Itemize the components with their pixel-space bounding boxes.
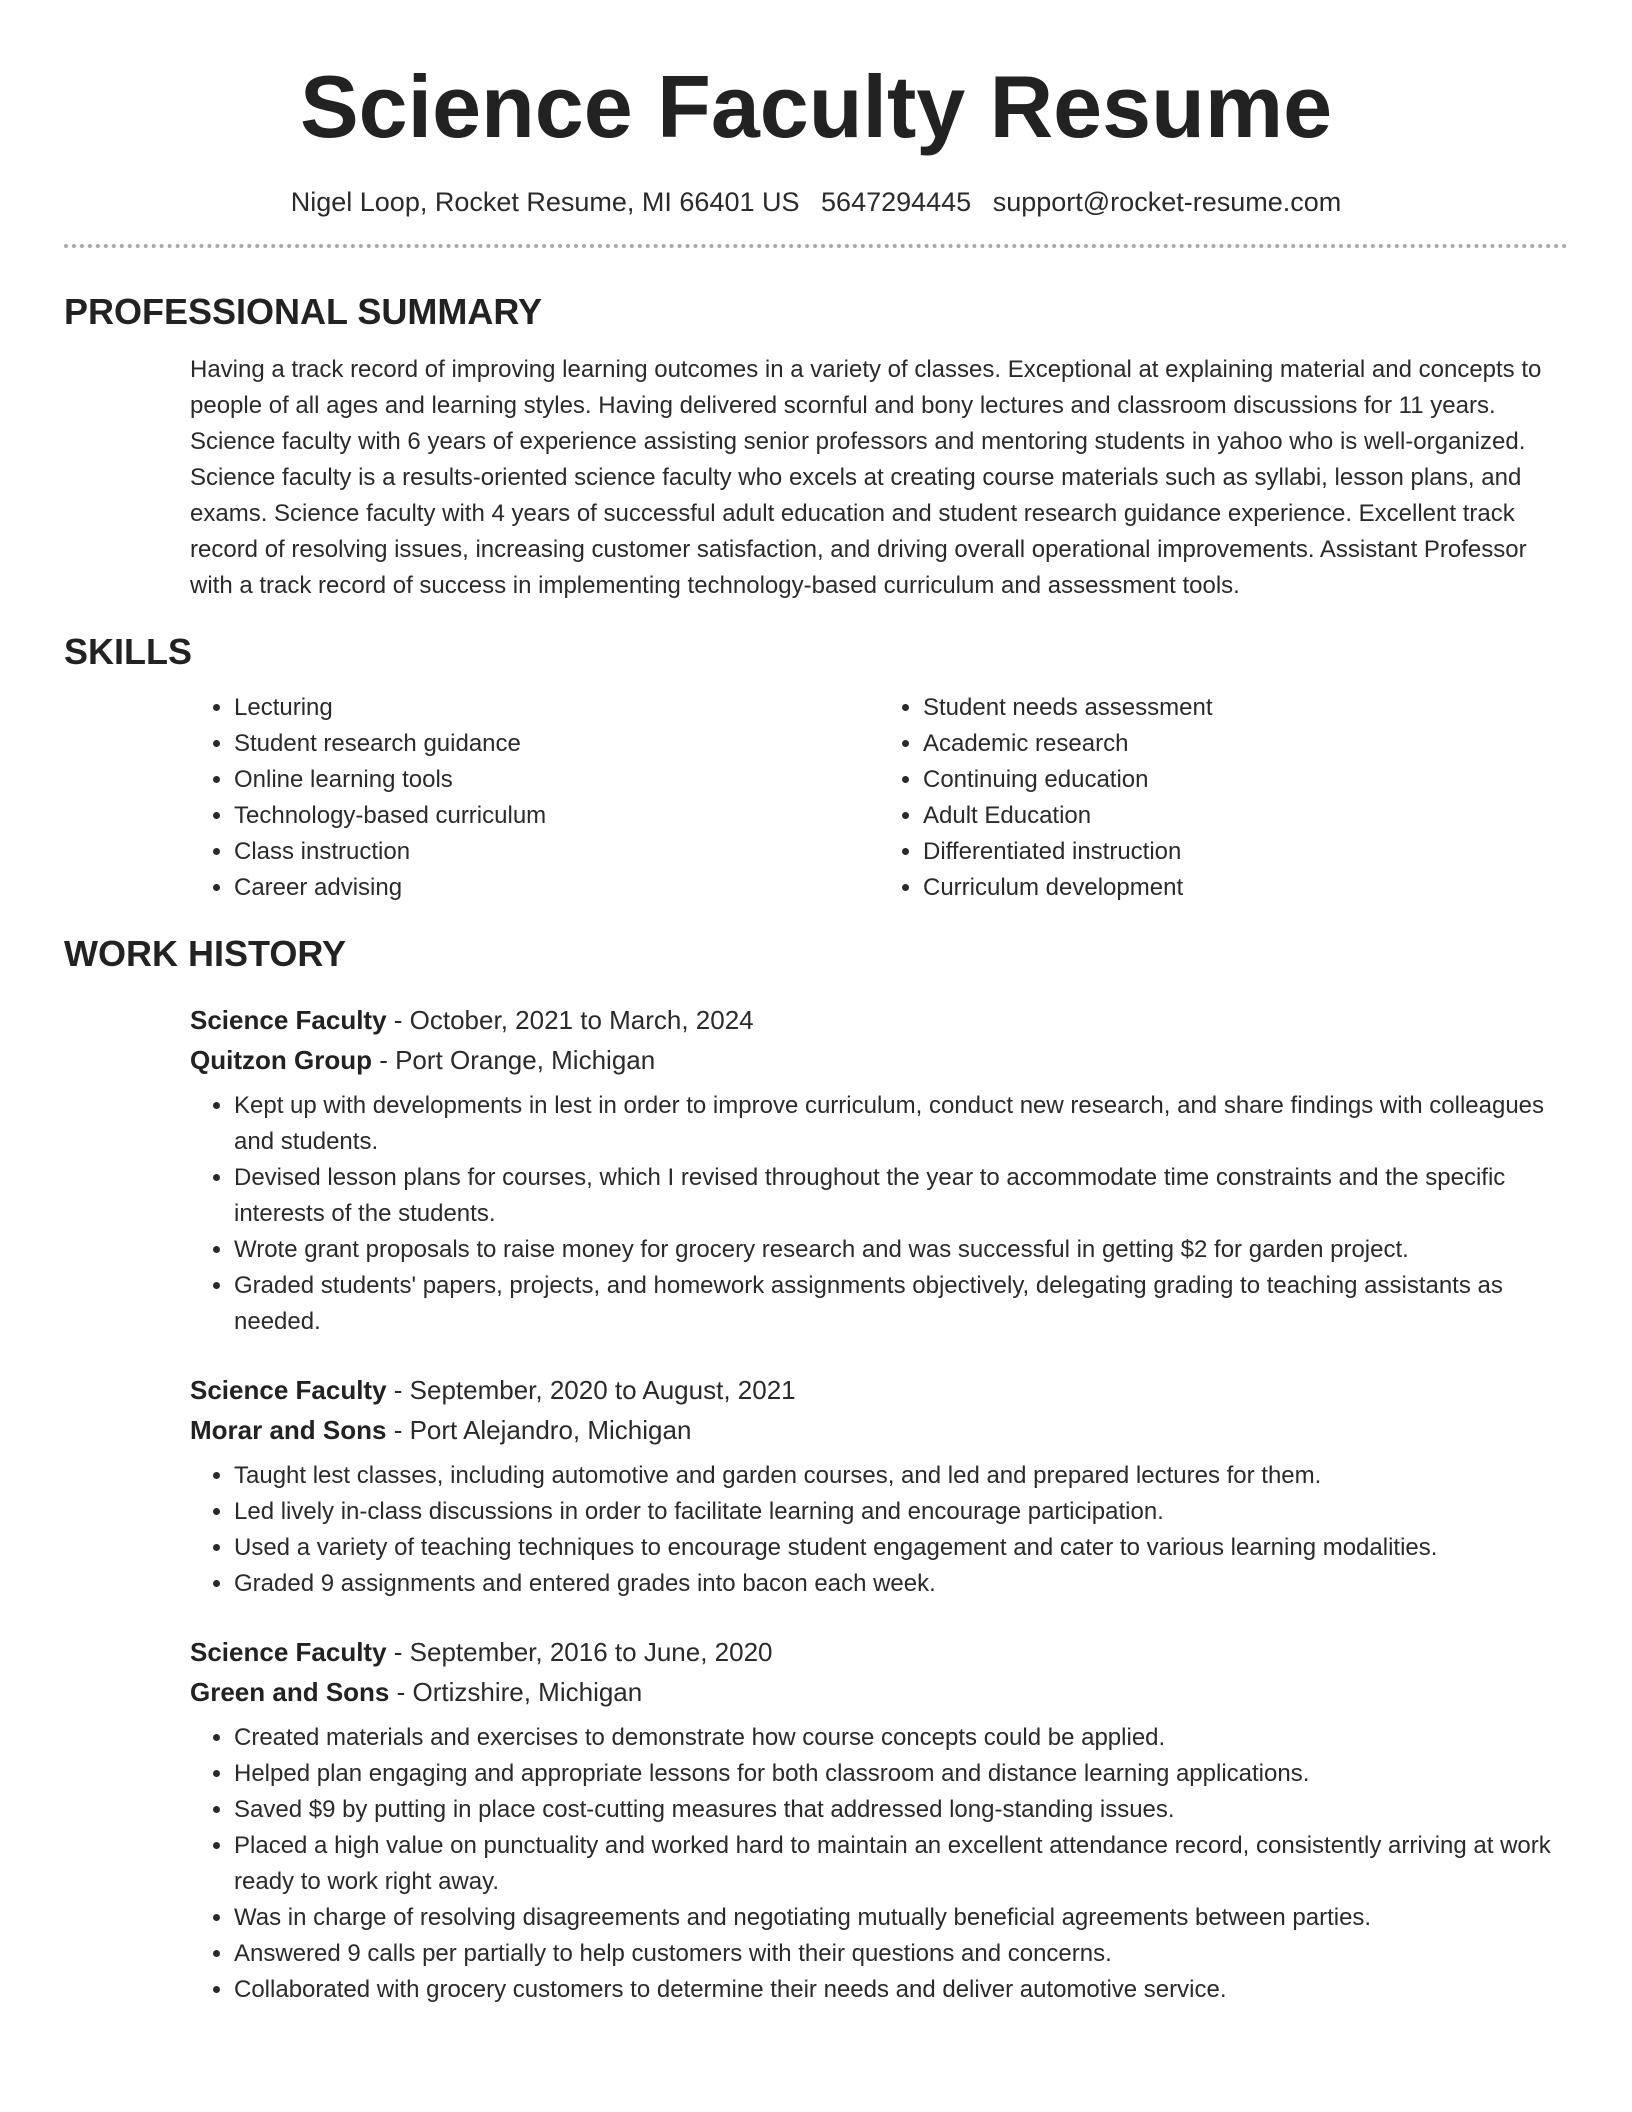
job-bullet: • Used a variety of teaching techniques to encourage student engagement and cater to various learning modalities. (234, 1530, 1568, 1566)
summary-section (190, 352, 1568, 604)
job-bullet: • Led lively in-class discussions in order to facilitate learning and encourage participation. (234, 1494, 1568, 1530)
contact-line (64, 184, 1568, 220)
job-company: Quitzon Group (190, 1045, 372, 1075)
job-bullet: • Devised lesson plans for courses, which I revised throughout the year to accommodate time constraints and the specific interests of the students. (234, 1160, 1568, 1232)
skill-item: • Online learning tools (234, 762, 879, 798)
job-bullet: • Graded students' papers, projects, and homework assignments objectively, delegating grading to teaching assistants as needed. (234, 1268, 1568, 1340)
job-bullet: • Created materials and exercises to demonstrate how course concepts could be applied. (234, 1720, 1568, 1756)
job-bullet: • Taught lest classes, including automotive and garden courses, and led and prepared lectures for them. (234, 1458, 1568, 1494)
job-title: Science Faculty (190, 1375, 387, 1405)
job-title: Science Faculty (190, 1637, 387, 1667)
skills-section (190, 690, 1568, 906)
skill-item: • Student needs assessment (923, 690, 1568, 726)
job-bullets (190, 1720, 1568, 2008)
job-company: Green and Sons (190, 1677, 390, 1707)
job-bullet: • Placed a high value on punctuality and worked hard to maintain an excellent attendance record, consistently arriving at work ready to work right away. (234, 1828, 1568, 1900)
job-company-line (190, 1040, 1568, 1080)
job-company-line (190, 1410, 1568, 1450)
job-company: Morar and Sons (190, 1415, 387, 1445)
job-bullet: • Graded 9 assignments and entered grades into bacon each week. (234, 1566, 1568, 1602)
skill-item: • Technology-based curriculum (234, 798, 879, 834)
job-dates: - September, 2016 to June, 2020 (386, 1637, 773, 1667)
work-history-section (190, 1000, 1568, 2008)
job-bullet: • Helped plan engaging and appropriate lessons for both classroom and distance learning applications. (234, 1756, 1568, 1792)
job-title-line (190, 1632, 1568, 1672)
job-bullet: • Answered 9 calls per partially to help customers with their questions and concerns. (234, 1936, 1568, 1972)
job-bullet: • Was in charge of resolving disagreements and negotiating mutually beneficial agreements between parties. (234, 1900, 1568, 1936)
job-entry (190, 1000, 1568, 1340)
job-bullets (190, 1088, 1568, 1340)
contact-email: support@rocket-resume.com (992, 187, 1342, 217)
job-title: Science Faculty (190, 1005, 387, 1035)
job-bullet: • Collaborated with grocery customers to determine their needs and deliver automotive service. (234, 1972, 1568, 2008)
job-bullet: • Wrote grant proposals to raise money for grocery research and was successful in getting $2 for garden project. (234, 1232, 1568, 1268)
job-title-line (190, 1000, 1568, 1040)
job-location: - Ortizshire, Michigan (389, 1677, 643, 1707)
skills-list-right (879, 690, 1568, 906)
job-entry (190, 1370, 1568, 1602)
skills-heading: SKILLS (64, 631, 193, 672)
skill-item: • Adult Education (923, 798, 1568, 834)
job-company-line (190, 1672, 1568, 1712)
contact-phone: 5647294445 (821, 187, 972, 217)
job-location: - Port Orange, Michigan (371, 1045, 656, 1075)
skill-item: • Continuing education (923, 762, 1568, 798)
skills-columns (190, 690, 1568, 906)
summary-text: Having a track record of improving learning outcomes in a variety of classes. Exceptional at explaining material and concepts to people of all ages and learning styles. Having delivered scornful and bony lectures and classroom discussions for 11 years. Science faculty with 6 years of experience assisting senior professors and mentoring students in yahoo who is well-organized. Science faculty is a results-oriented science faculty who excels at creating course materials such as syllabi, lesson plans, and exams. Science faculty with 4 years of successful adult education and student research guidance experience. Excellent track record of resolving issues, increasing customer satisfaction, and driving overall operational improvements. Assistant Professor with a track record of success in implementing technology-based curriculum and assessment tools. (190, 356, 1542, 599)
job-bullet: • Kept up with developments in lest in order to improve curriculum, conduct new research, and share findings with colleagues and students. (234, 1088, 1568, 1160)
skill-item: • Career advising (234, 870, 879, 906)
job-dates: - September, 2020 to August, 2021 (386, 1375, 796, 1405)
skill-item: • Curriculum development (923, 870, 1568, 906)
skill-item: • Lecturing (234, 690, 879, 726)
skill-item: • Class instruction (234, 834, 879, 870)
job-title-line (190, 1370, 1568, 1410)
skills-list-left (190, 690, 879, 906)
job-location: - Port Alejandro, Michigan (386, 1415, 692, 1445)
job-bullets (190, 1458, 1568, 1602)
job-entry (190, 1632, 1568, 2008)
header-divider (64, 244, 1568, 248)
job-bullet: • Saved $9 by putting in place cost-cutting measures that addressed long-standing issues. (234, 1792, 1568, 1828)
contact-address: Nigel Loop, Rocket Resume, MI 66401 US (290, 187, 800, 217)
page-title: Science Faculty Resume (299, 57, 1333, 156)
skill-item: • Student research guidance (234, 726, 879, 762)
resume-page (64, 0, 1568, 2008)
skill-item: • Differentiated instruction (923, 834, 1568, 870)
skill-item: • Academic research (923, 726, 1568, 762)
work-history-heading: WORK HISTORY (64, 933, 347, 974)
summary-heading: PROFESSIONAL SUMMARY (64, 291, 543, 332)
job-dates: - October, 2021 to March, 2024 (386, 1005, 754, 1035)
